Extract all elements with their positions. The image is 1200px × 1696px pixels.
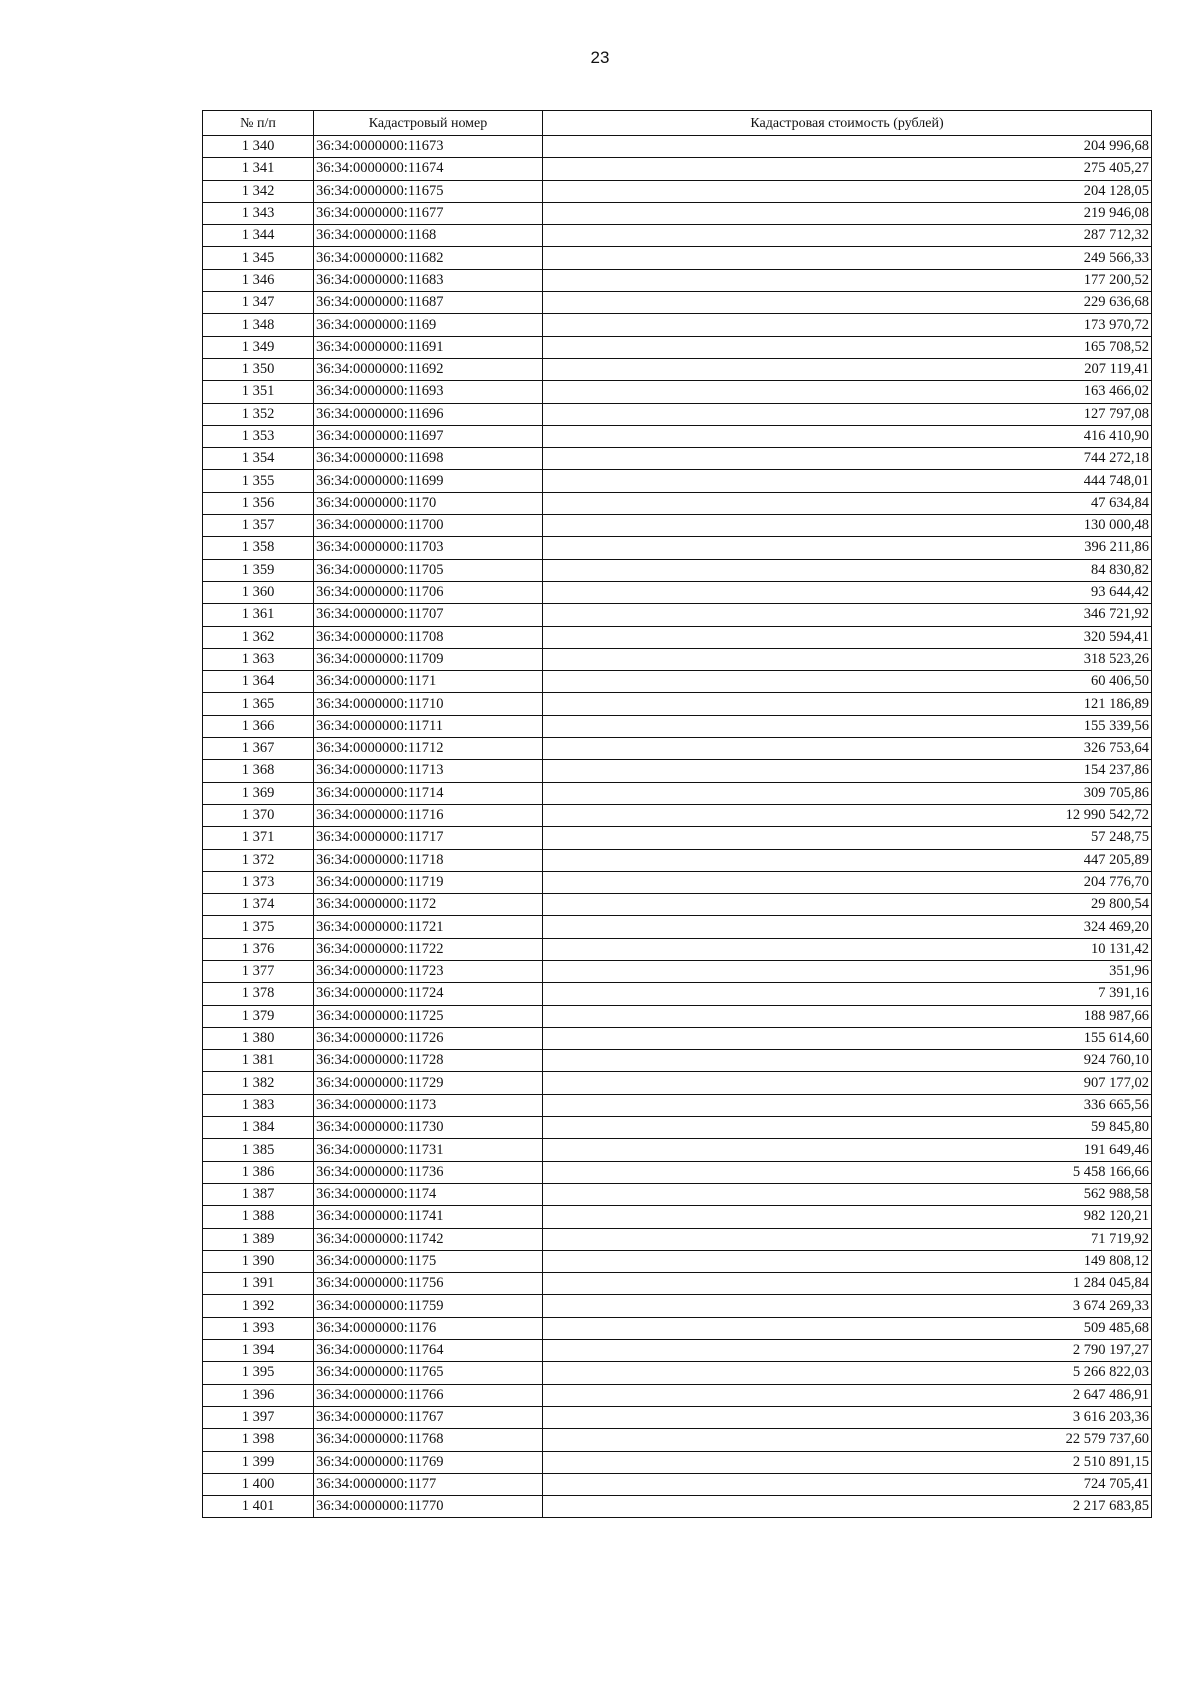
table-row — [203, 671, 1152, 693]
cadastral-number: 36:34:0000000:11726 — [314, 1027, 543, 1049]
table-row — [203, 760, 1152, 782]
table-row — [203, 269, 1152, 291]
cadastral-value: 309 705,86 — [543, 782, 1152, 804]
cadastral-value: 351,96 — [543, 960, 1152, 982]
row-number: 1 340 — [203, 136, 314, 158]
cadastral-value: 5 266 822,03 — [543, 1362, 1152, 1384]
row-number: 1 368 — [203, 760, 314, 782]
table-row — [203, 715, 1152, 737]
cadastral-number: 36:34:0000000:11691 — [314, 336, 543, 358]
cadastral-value: 127 797,08 — [543, 403, 1152, 425]
table-row — [203, 1072, 1152, 1094]
cadastral-value: 163 466,02 — [543, 381, 1152, 403]
cadastral-value: 47 634,84 — [543, 492, 1152, 514]
table-row — [203, 938, 1152, 960]
cadastral-number: 36:34:0000000:11710 — [314, 693, 543, 715]
cadastral-number: 36:34:0000000:1169 — [314, 314, 543, 336]
row-number: 1 347 — [203, 292, 314, 314]
cadastral-number: 36:34:0000000:1172 — [314, 894, 543, 916]
table-row — [203, 1094, 1152, 1116]
cadastral-number: 36:34:0000000:11770 — [314, 1496, 543, 1518]
row-number: 1 399 — [203, 1451, 314, 1473]
table-row — [203, 381, 1152, 403]
table-row — [203, 782, 1152, 804]
cadastral-value: 320 594,41 — [543, 626, 1152, 648]
table-row — [203, 849, 1152, 871]
table-row — [203, 559, 1152, 581]
cadastral-number: 36:34:0000000:11718 — [314, 849, 543, 871]
cadastral-number: 36:34:0000000:11719 — [314, 871, 543, 893]
cadastral-value: 29 800,54 — [543, 894, 1152, 916]
row-number: 1 357 — [203, 515, 314, 537]
table-row — [203, 648, 1152, 670]
table-row — [203, 1295, 1152, 1317]
cadastral-number: 36:34:0000000:11703 — [314, 537, 543, 559]
table-row — [203, 202, 1152, 224]
cadastral-number: 36:34:0000000:1173 — [314, 1094, 543, 1116]
cadastral-number: 36:34:0000000:1171 — [314, 671, 543, 693]
row-number: 1 392 — [203, 1295, 314, 1317]
header-number: № п/п — [203, 111, 314, 136]
table-row — [203, 225, 1152, 247]
cadastral-number: 36:34:0000000:11764 — [314, 1340, 543, 1362]
row-number: 1 400 — [203, 1473, 314, 1495]
cadastral-number: 36:34:0000000:11692 — [314, 358, 543, 380]
cadastral-number: 36:34:0000000:11711 — [314, 715, 543, 737]
cadastral-value: 7 391,16 — [543, 983, 1152, 1005]
cadastral-number: 36:34:0000000:11714 — [314, 782, 543, 804]
cadastral-number: 36:34:0000000:11741 — [314, 1206, 543, 1228]
cadastral-value: 336 665,56 — [543, 1094, 1152, 1116]
row-number: 1 341 — [203, 158, 314, 180]
cadastral-value: 57 248,75 — [543, 827, 1152, 849]
cadastral-number: 36:34:0000000:1175 — [314, 1250, 543, 1272]
cadastral-number: 36:34:0000000:11693 — [314, 381, 543, 403]
row-number: 1 367 — [203, 738, 314, 760]
row-number: 1 356 — [203, 492, 314, 514]
table-body — [203, 136, 1152, 1518]
cadastral-value: 173 970,72 — [543, 314, 1152, 336]
cadastral-value: 509 485,68 — [543, 1317, 1152, 1339]
table-row — [203, 1117, 1152, 1139]
cadastral-number: 36:34:0000000:11712 — [314, 738, 543, 760]
cadastral-value: 219 946,08 — [543, 202, 1152, 224]
cadastral-number: 36:34:0000000:11729 — [314, 1072, 543, 1094]
cadastral-value: 204 128,05 — [543, 180, 1152, 202]
table-row — [203, 1273, 1152, 1295]
cadastral-number: 36:34:0000000:11742 — [314, 1228, 543, 1250]
row-number: 1 345 — [203, 247, 314, 269]
cadastral-value: 10 131,42 — [543, 938, 1152, 960]
cadastral-value-table — [202, 110, 1152, 1518]
row-number: 1 369 — [203, 782, 314, 804]
cadastral-number: 36:34:0000000:11756 — [314, 1273, 543, 1295]
table-row — [203, 1451, 1152, 1473]
table-row — [203, 827, 1152, 849]
row-number: 1 363 — [203, 648, 314, 670]
cadastral-value: 71 719,92 — [543, 1228, 1152, 1250]
cadastral-number: 36:34:0000000:11699 — [314, 470, 543, 492]
row-number: 1 351 — [203, 381, 314, 403]
row-number: 1 398 — [203, 1429, 314, 1451]
cadastral-number: 36:34:0000000:11705 — [314, 559, 543, 581]
row-number: 1 348 — [203, 314, 314, 336]
cadastral-value: 121 186,89 — [543, 693, 1152, 715]
row-number: 1 358 — [203, 537, 314, 559]
cadastral-value: 396 211,86 — [543, 537, 1152, 559]
table-row — [203, 1206, 1152, 1228]
row-number: 1 365 — [203, 693, 314, 715]
table-row — [203, 1362, 1152, 1384]
cadastral-number: 36:34:0000000:11728 — [314, 1050, 543, 1072]
table-row — [203, 1250, 1152, 1272]
cadastral-value: 60 406,50 — [543, 671, 1152, 693]
cadastral-value: 130 000,48 — [543, 515, 1152, 537]
cadastral-value: 3 616 203,36 — [543, 1406, 1152, 1428]
row-number: 1 389 — [203, 1228, 314, 1250]
page-number: 23 — [590, 48, 610, 67]
cadastral-value: 447 205,89 — [543, 849, 1152, 871]
table-row — [203, 403, 1152, 425]
cadastral-number: 36:34:0000000:11769 — [314, 1451, 543, 1473]
row-number: 1 394 — [203, 1340, 314, 1362]
row-number: 1 355 — [203, 470, 314, 492]
table-row — [203, 425, 1152, 447]
row-number: 1 350 — [203, 358, 314, 380]
table-row — [203, 1496, 1152, 1518]
row-number: 1 376 — [203, 938, 314, 960]
table-row — [203, 1027, 1152, 1049]
cadastral-number: 36:34:0000000:11707 — [314, 604, 543, 626]
table-row — [203, 515, 1152, 537]
row-number: 1 343 — [203, 202, 314, 224]
table-row — [203, 537, 1152, 559]
cadastral-number: 36:34:0000000:11722 — [314, 938, 543, 960]
row-number: 1 352 — [203, 403, 314, 425]
row-number: 1 373 — [203, 871, 314, 893]
row-number: 1 377 — [203, 960, 314, 982]
table-row — [203, 1183, 1152, 1205]
row-number: 1 384 — [203, 1117, 314, 1139]
row-number: 1 353 — [203, 425, 314, 447]
table-header — [203, 111, 1152, 136]
row-number: 1 380 — [203, 1027, 314, 1049]
table-row — [203, 1228, 1152, 1250]
table-row — [203, 1340, 1152, 1362]
table-row — [203, 626, 1152, 648]
table-row — [203, 247, 1152, 269]
row-number: 1 361 — [203, 604, 314, 626]
cadastral-number: 36:34:0000000:11731 — [314, 1139, 543, 1161]
cadastral-value: 204 776,70 — [543, 871, 1152, 893]
cadastral-value: 188 987,66 — [543, 1005, 1152, 1027]
cadastral-number: 36:34:0000000:11698 — [314, 448, 543, 470]
cadastral-number: 36:34:0000000:11768 — [314, 1429, 543, 1451]
row-number: 1 388 — [203, 1206, 314, 1228]
table-row — [203, 1139, 1152, 1161]
table-row — [203, 1406, 1152, 1428]
row-number: 1 342 — [203, 180, 314, 202]
cadastral-value: 562 988,58 — [543, 1183, 1152, 1205]
cadastral-number: 36:34:0000000:11724 — [314, 983, 543, 1005]
cadastral-value: 744 272,18 — [543, 448, 1152, 470]
row-number: 1 390 — [203, 1250, 314, 1272]
cadastral-number: 36:34:0000000:11675 — [314, 180, 543, 202]
table-row — [203, 804, 1152, 826]
cadastral-number: 36:34:0000000:11687 — [314, 292, 543, 314]
cadastral-number: 36:34:0000000:11677 — [314, 202, 543, 224]
row-number: 1 371 — [203, 827, 314, 849]
row-number: 1 372 — [203, 849, 314, 871]
cadastral-value: 444 748,01 — [543, 470, 1152, 492]
row-number: 1 349 — [203, 336, 314, 358]
cadastral-value: 154 237,86 — [543, 760, 1152, 782]
row-number: 1 362 — [203, 626, 314, 648]
table-row — [203, 738, 1152, 760]
cadastral-value: 155 614,60 — [543, 1027, 1152, 1049]
row-number: 1 375 — [203, 916, 314, 938]
row-number: 1 378 — [203, 983, 314, 1005]
cadastral-number: 36:34:0000000:11723 — [314, 960, 543, 982]
row-number: 1 354 — [203, 448, 314, 470]
cadastral-value: 324 469,20 — [543, 916, 1152, 938]
row-number: 1 364 — [203, 671, 314, 693]
cadastral-number: 36:34:0000000:1176 — [314, 1317, 543, 1339]
header-row — [203, 111, 1152, 136]
table-row — [203, 314, 1152, 336]
header-cadastral-value: Кадастровая стоимость (рублей) — [543, 111, 1152, 136]
cadastral-number: 36:34:0000000:11730 — [314, 1117, 543, 1139]
table-row — [203, 604, 1152, 626]
cadastral-number: 36:34:0000000:11674 — [314, 158, 543, 180]
cadastral-number: 36:34:0000000:11759 — [314, 1295, 543, 1317]
cadastral-value: 207 119,41 — [543, 358, 1152, 380]
table-row — [203, 136, 1152, 158]
cadastral-number: 36:34:0000000:1177 — [314, 1473, 543, 1495]
cadastral-number: 36:34:0000000:11767 — [314, 1406, 543, 1428]
table-row — [203, 358, 1152, 380]
row-number: 1 359 — [203, 559, 314, 581]
cadastral-number: 36:34:0000000:11709 — [314, 648, 543, 670]
table-row — [203, 492, 1152, 514]
table-row — [203, 1005, 1152, 1027]
cadastral-value: 3 674 269,33 — [543, 1295, 1152, 1317]
row-number: 1 366 — [203, 715, 314, 737]
row-number: 1 401 — [203, 1496, 314, 1518]
row-number: 1 383 — [203, 1094, 314, 1116]
cadastral-number: 36:34:0000000:11683 — [314, 269, 543, 291]
cadastral-value: 287 712,32 — [543, 225, 1152, 247]
table-row — [203, 180, 1152, 202]
cadastral-value: 165 708,52 — [543, 336, 1152, 358]
table-row — [203, 871, 1152, 893]
table-row — [203, 581, 1152, 603]
cadastral-number: 36:34:0000000:1170 — [314, 492, 543, 514]
cadastral-value: 5 458 166,66 — [543, 1161, 1152, 1183]
cadastral-value: 982 120,21 — [543, 1206, 1152, 1228]
cadastral-value: 318 523,26 — [543, 648, 1152, 670]
cadastral-value: 1 284 045,84 — [543, 1273, 1152, 1295]
table-row — [203, 336, 1152, 358]
row-number: 1 344 — [203, 225, 314, 247]
table-row — [203, 693, 1152, 715]
table-row — [203, 1050, 1152, 1072]
row-number: 1 379 — [203, 1005, 314, 1027]
cadastral-value: 59 845,80 — [543, 1117, 1152, 1139]
cadastral-value: 924 760,10 — [543, 1050, 1152, 1072]
table-row — [203, 894, 1152, 916]
cadastral-value: 204 996,68 — [543, 136, 1152, 158]
row-number: 1 370 — [203, 804, 314, 826]
cadastral-number: 36:34:0000000:1174 — [314, 1183, 543, 1205]
cadastral-value: 2 217 683,85 — [543, 1496, 1152, 1518]
cadastral-value: 155 339,56 — [543, 715, 1152, 737]
cadastral-number: 36:34:0000000:11673 — [314, 136, 543, 158]
cadastral-value: 907 177,02 — [543, 1072, 1152, 1094]
row-number: 1 387 — [203, 1183, 314, 1205]
cadastral-value: 93 644,42 — [543, 581, 1152, 603]
table-row — [203, 1473, 1152, 1495]
cadastral-value: 346 721,92 — [543, 604, 1152, 626]
cadastral-number: 36:34:0000000:11721 — [314, 916, 543, 938]
table-row — [203, 916, 1152, 938]
cadastral-value: 177 200,52 — [543, 269, 1152, 291]
cadastral-number: 36:34:0000000:11736 — [314, 1161, 543, 1183]
row-number: 1 346 — [203, 269, 314, 291]
row-number: 1 386 — [203, 1161, 314, 1183]
cadastral-number: 36:34:0000000:11713 — [314, 760, 543, 782]
row-number: 1 396 — [203, 1384, 314, 1406]
cadastral-value: 249 566,33 — [543, 247, 1152, 269]
cadastral-number: 36:34:0000000:11725 — [314, 1005, 543, 1027]
table-row — [203, 448, 1152, 470]
cadastral-value: 22 579 737,60 — [543, 1429, 1152, 1451]
table-row — [203, 158, 1152, 180]
cadastral-number: 36:34:0000000:11717 — [314, 827, 543, 849]
table-row — [203, 960, 1152, 982]
cadastral-number: 36:34:0000000:11765 — [314, 1362, 543, 1384]
cadastral-value: 229 636,68 — [543, 292, 1152, 314]
cadastral-value: 2 510 891,15 — [543, 1451, 1152, 1473]
cadastral-value: 12 990 542,72 — [543, 804, 1152, 826]
cadastral-value: 149 808,12 — [543, 1250, 1152, 1272]
row-number: 1 397 — [203, 1406, 314, 1428]
cadastral-value: 84 830,82 — [543, 559, 1152, 581]
cadastral-value: 191 649,46 — [543, 1139, 1152, 1161]
cadastral-value: 416 410,90 — [543, 425, 1152, 447]
cadastral-number: 36:34:0000000:11716 — [314, 804, 543, 826]
cadastral-value: 2 790 197,27 — [543, 1340, 1152, 1362]
header-cadastral-number: Кадастровый номер — [314, 111, 543, 136]
row-number: 1 393 — [203, 1317, 314, 1339]
cadastral-number: 36:34:0000000:11682 — [314, 247, 543, 269]
row-number: 1 395 — [203, 1362, 314, 1384]
table-row — [203, 1384, 1152, 1406]
row-number: 1 360 — [203, 581, 314, 603]
cadastral-number: 36:34:0000000:11766 — [314, 1384, 543, 1406]
row-number: 1 381 — [203, 1050, 314, 1072]
cadastral-number: 36:34:0000000:1168 — [314, 225, 543, 247]
cadastral-value: 724 705,41 — [543, 1473, 1152, 1495]
table-row — [203, 292, 1152, 314]
cadastral-number: 36:34:0000000:11708 — [314, 626, 543, 648]
cadastral-number: 36:34:0000000:11697 — [314, 425, 543, 447]
cadastral-number: 36:34:0000000:11696 — [314, 403, 543, 425]
table-row — [203, 1161, 1152, 1183]
table-row — [203, 983, 1152, 1005]
cadastral-number: 36:34:0000000:11706 — [314, 581, 543, 603]
row-number: 1 391 — [203, 1273, 314, 1295]
row-number: 1 374 — [203, 894, 314, 916]
table-row — [203, 1429, 1152, 1451]
row-number: 1 382 — [203, 1072, 314, 1094]
cadastral-number: 36:34:0000000:11700 — [314, 515, 543, 537]
table-row — [203, 1317, 1152, 1339]
cadastral-value: 275 405,27 — [543, 158, 1152, 180]
cadastral-value: 2 647 486,91 — [543, 1384, 1152, 1406]
cadastral-value: 326 753,64 — [543, 738, 1152, 760]
row-number: 1 385 — [203, 1139, 314, 1161]
table-row — [203, 470, 1152, 492]
